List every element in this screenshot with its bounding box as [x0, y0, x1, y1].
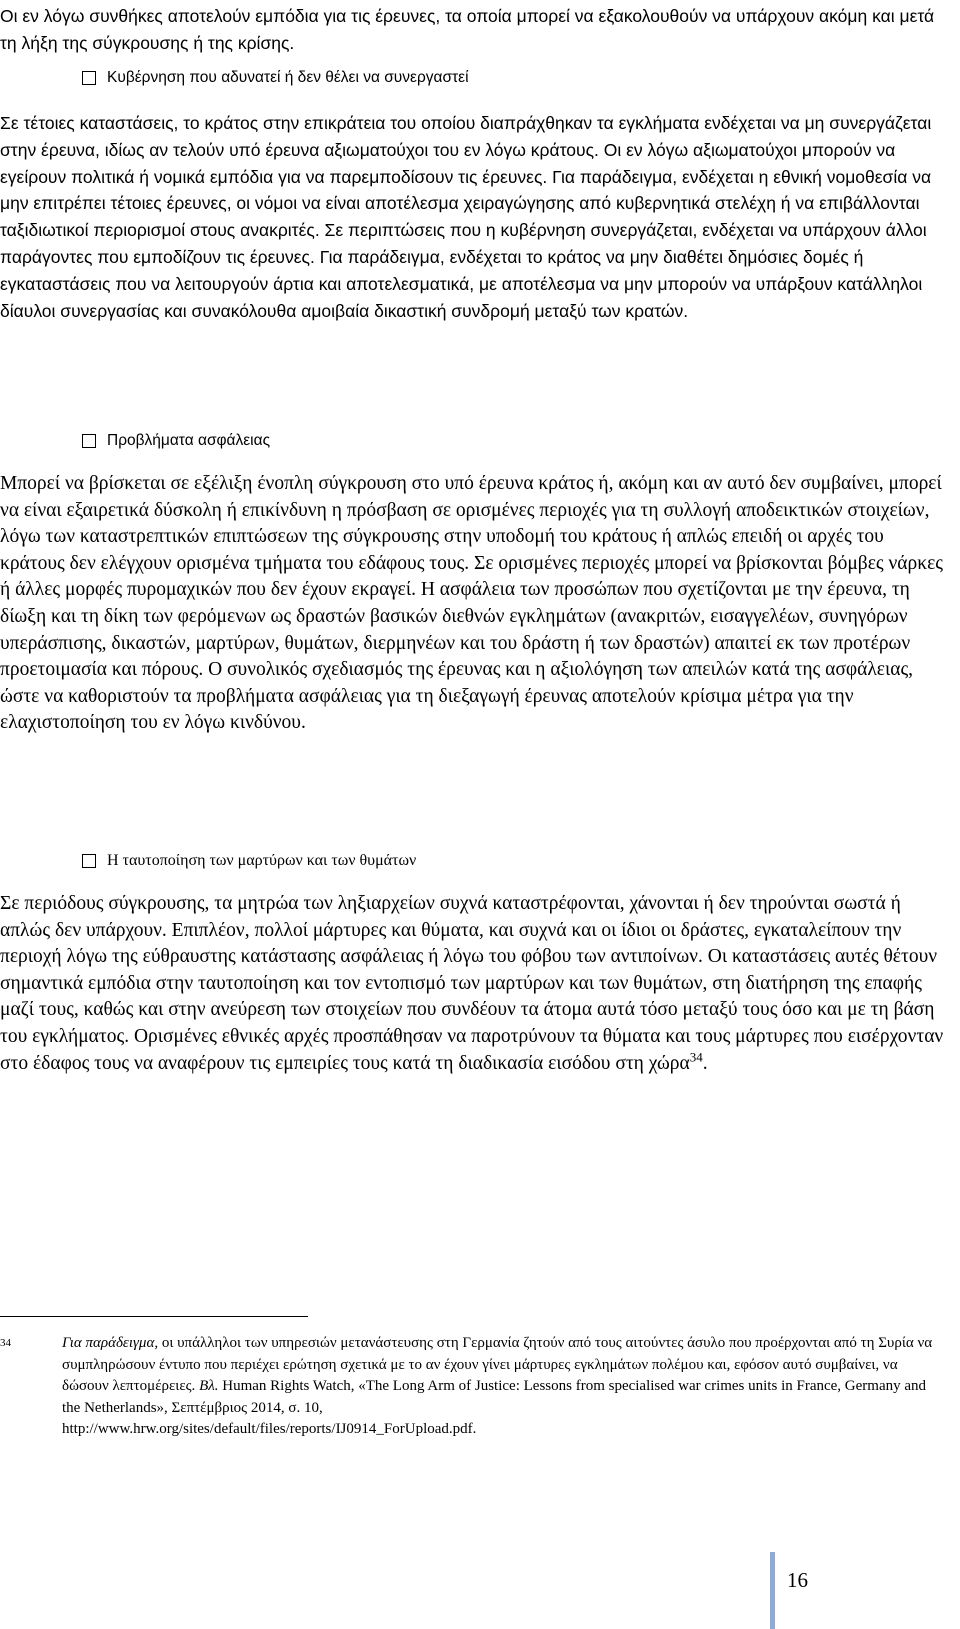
- footnote-url-link[interactable]: http://www.hrw.org/sites/default/files/reports/IJ0914_ForUpload.pdf.: [62, 1421, 477, 1437]
- footnote-reference[interactable]: 34: [689, 1049, 703, 1065]
- heading-text: Κυβέρνηση που αδυνατεί ή δεν θέλει να συνεργαστεί: [107, 69, 469, 86]
- footnote-text: [62, 1333, 948, 1441]
- heading-text: Προβλήματα ασφάλειας: [107, 432, 271, 449]
- checkbox-square-icon: [82, 71, 96, 85]
- section-paragraph-security: Μπορεί να βρίσκεται σε εξέλιξη ένοπλη σύγκρουση στο υπό έρευνα κράτος ή, ακόμη και αν αυτό δεν συμβαίνει, μπορεί να είναι εξαιρετικά δύσκολη ή επικίνδυνη η πρόσβαση σε ορισμένες περιοχές για τη συλλογή αποδεικτικών στοιχείων, λόγω των καταστρεπτικών επιπτώσεων της σύγκρουσης στην υποδομή του κράτους ή απλώς επειδή οι αρχές του κράτους δεν ελέγχουν ορισμένα τμήματα του εδάφους τους. Σε ορισμένες περιοχές μπορεί να βρίσκονται βόμβες νάρκες ή άλλες μορφές πυρομαχικών που δεν έχουν εκραγεί. Η ασφάλεια των προσώπων που σχετίζονται με την έρευνα, τη δίωξη και τη δίκη των φερόμενων ως δραστών βασικών διεθνών εγκλημάτων (ανακριτών, εισαγγελέων, συνηγόρων υπεράσπισης, δικαστών, μαρτύρων, θυμάτων, διερμηνέων και του δράστη ή των δραστών) απαιτεί εκ των προτέρων προετοιμασία και πόρους. Ο συνολικός σχεδιασμός της έρευνας και η αξιολόγηση των απειλών κατά της ασφάλειας, ώστε να καθοριστούν τα προβλήματα ασφάλειας για τη διεξαγωγή έρευνας αποτελούν κρίσιμα μέτρα για την ελαχιστοποίηση του εν λόγω κινδύνου.: [0, 473, 943, 734]
- section-paragraph-government: Σε τέτοιες καταστάσεις, το κράτος στην επικράτεια του οποίου διαπράχθηκαν τα εγκλήματα ενδέχεται να μη συνεργάζεται στην έρευνα, ιδίως αν τελούν υπό έρευνα αξιωματούχοι του εν λόγω κράτους. Οι εν λόγω αξιωματούχοι μπορούν να εγείρουν πολιτικά ή νομικά εμπόδια για να παρεμποδίσουν τις έρευνες. Για παράδειγμα, ενδέχεται η εθνική νομοθεσία να μην επιτρέπει τέτοιες έρευνες, οι νόμοι να είναι αποτέλεσμα χειραγώγησης από κυβερνητικά στελέχη ή να επιβάλλονται ταξιδιωτικοί περιορισμοί στους ανακριτές. Σε περιπτώσεις που η κυβέρνηση συνεργάζεται, ενδέχεται να υπάρχουν άλλοι παράγοντες που εμποδίζουν τις έρευνες. Για παράδειγμα, ενδέχεται το κράτος να μην διαθέτει δημόσιες δομές ή εγκαταστάσεις που να λειτουργούν άρτια και αποτελεσματικά, με αποτέλεσμα να μην μπορούν να υπάρξουν κατάλληλοι δίαυλοι συνεργασίας και συνακόλουθα αμοιβαία δικαστική συνδρομή μεταξύ των κρατών.: [0, 113, 932, 321]
- checkbox-square-icon: [82, 434, 96, 448]
- footnote-body-1: οι υπάλληλοι των υπηρεσιών μετανάστευσης στη Γερμανία ζητούν από τους αιτούντες άσυλο που προέρχονται από τη Συρία να συμπληρώσουν έντυπο που περιέχει ερώτηση σχετικά με το αν έχουν γίνει μάρτυρες εγκλημάτων πολέμου και, εφόσον αυτό συμβαίνει, να δώσουν λεπτομέρειες.: [62, 1335, 933, 1394]
- section-heading-identification: [82, 850, 416, 872]
- intro-paragraph: Οι εν λόγω συνθήκες αποτελούν εμπόδια για τις έρευνες, τα οποία μπορεί να εξακολουθούν να υπάρχουν ακόμη και μετά τη λήξη της σύγκρουσης ή της κρίσης.: [0, 6, 935, 53]
- footnote-body-2: Human Rights Watch, «The Long Arm of Justice: Lessons from specialised war crimes units in France, Germany and the Netherlands», Σεπτέμβριος 2014, σ. 10,: [62, 1378, 927, 1416]
- paragraph-text: Σε περιόδους σύγκρουσης, τα μητρώα των ληξιαρχείων συχνά καταστρέφονται, χάνονται ή δεν τηρούνται σωστά ή απλώς δεν υπάρχουν. Επιπλέον, πολλοί μάρτυρες και θύματα, και συχνά και οι ίδιοι οι δράστες, εγκαταλείπουν την περιοχή λόγω της εύθραυστης κατάστασης ασφάλειας ή λόγω του φόβου των αντιποίνων. Οι καταστάσεις αυτές θέτουν σημαντικά εμπόδια στην ταυτοποίηση και τον εντοπισμό των μαρτύρων και των θυμάτων, στη διατήρηση της επαφής μαζί τους, καθώς και στην ανεύρεση των στοιχείων που συνδέουν τα άτομα αυτά τόσο μεταξύ τους όσο και με τη βάση του εγκλήματος. Ορισμένες εθνικές αρχές προσπάθησαν να παροτρύνουν τα θύματα και τους μάρτυρες που εισέρχονταν στο έδαφος τους να αναφέρουν τις εμπειρίες τους κατά τη διαδικασία εισόδου στη χώρα: [0, 893, 944, 1074]
- paragraph-end: .: [702, 1052, 708, 1074]
- footnote-separator: [0, 1316, 308, 1317]
- heading-text: Η ταυτοποίηση των μαρτύρων και των θυμάτων: [107, 852, 417, 869]
- checkbox-square-icon: [82, 854, 96, 868]
- page-number: 16: [787, 1568, 808, 1592]
- footnote-number: 34: [0, 1337, 11, 1349]
- section-heading-government: [82, 67, 469, 89]
- footnote-italic-lead: Για παράδειγμα,: [62, 1335, 159, 1351]
- section-paragraph-identification: [0, 891, 948, 1077]
- footnote-italic-see: Βλ.: [199, 1378, 219, 1394]
- page-number-accent-bar: [770, 1552, 775, 1629]
- section-heading-security: [82, 430, 270, 452]
